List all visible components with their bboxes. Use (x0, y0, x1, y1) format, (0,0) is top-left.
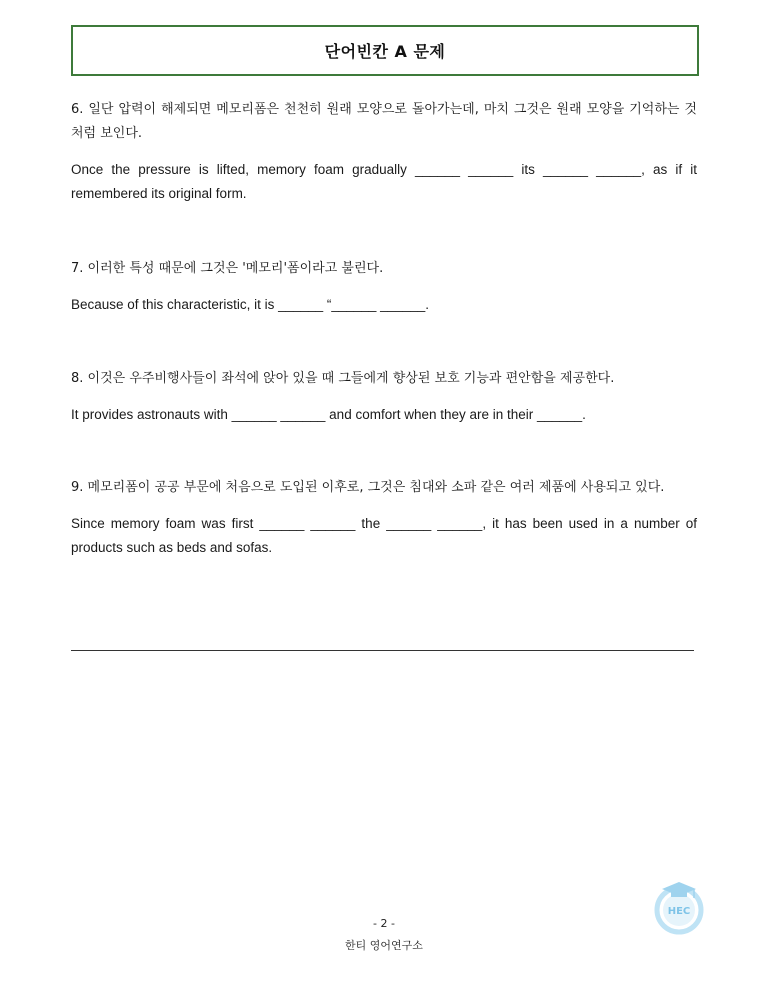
page-number: - 2 - (373, 917, 395, 930)
question-7 (71, 257, 697, 317)
title-box (71, 25, 699, 76)
question-korean: 7. 이러한 특성 때문에 그것은 '메모리'폼이라고 불린다. (71, 261, 384, 276)
question-english: Since memory foam was first ______ ______ the ______ ______, it has been used in a number of products such as beds and sofas. (71, 516, 697, 555)
question-english: It provides astronauts with ______ ______ and comfort when they are in their ______. (71, 407, 586, 422)
question-english: Because of this characteristic, it is ______ “______ ______. (71, 297, 429, 312)
question-8 (71, 367, 697, 427)
question-english: Once the pressure is lifted, memory foam gradually ______ ______ its ______ ______, as if it remembered its original form. (71, 162, 697, 201)
logo-text: HEC (667, 906, 691, 917)
footer-organization: 한티 영어연구소 (345, 939, 423, 952)
question-korean: 9. 메모리폼이 공공 부문에 처음으로 도입된 이후로, 그것은 침대와 소파 같은 여러 제품에 사용되고 있다. (71, 480, 665, 495)
question-korean: 6. 일단 압력이 해제되면 메모리폼은 천천히 원래 모양으로 돌아가는데, 마치 그것은 원래 모양을 기억하는 것처럼 보인다. (71, 102, 697, 141)
question-korean: 8. 이것은 우주비행사들이 좌석에 앉아 있을 때 그들에게 향상된 보호 기능과 편안함을 제공한다. (71, 371, 615, 386)
page-title: 단어빈칸 A 문제 (324, 42, 446, 61)
divider-line (71, 650, 694, 651)
question-9 (71, 476, 697, 560)
question-6 (71, 98, 697, 206)
